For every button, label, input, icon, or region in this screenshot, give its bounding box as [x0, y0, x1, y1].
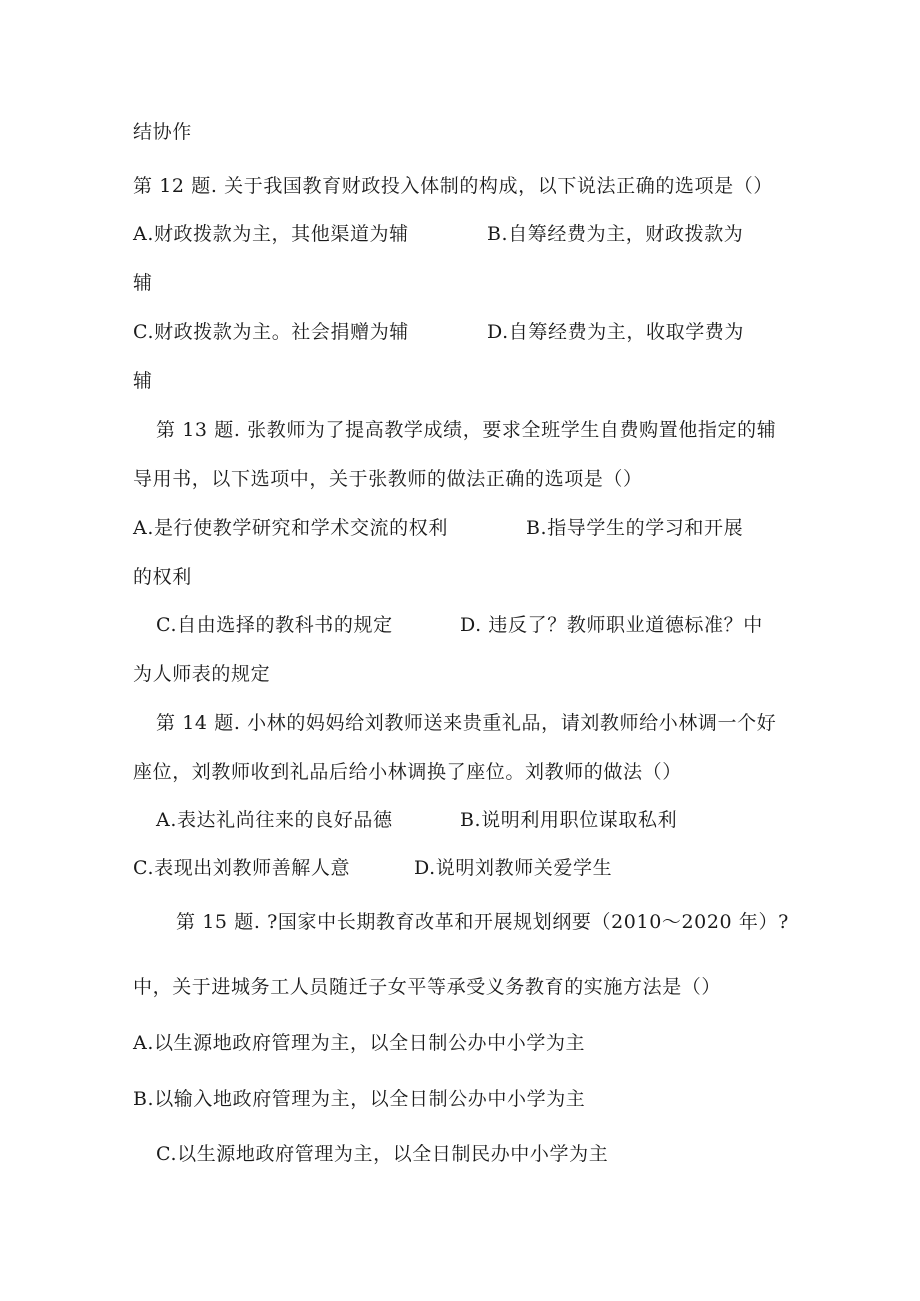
question-13-option-d: D. 违反了？教师职业道德标准？中: [460, 614, 763, 636]
question-14-option-a: A.表达礼尚往来的良好品德: [156, 809, 393, 831]
question-15-option-a: A.以生源地政府管理为主，以全日制公办中小学为主: [133, 1032, 586, 1054]
question-13-option-b-continued: 的权利: [133, 566, 192, 588]
question-14-stem-continued: 座位，刘教师收到礼品后给小林调换了座位。刘教师的做法（）: [133, 761, 682, 783]
question-12-option-b-continued: 辅: [133, 272, 153, 294]
question-12-option-d-continued: 辅: [133, 370, 153, 392]
question-14-option-c: C.表现出刘教师善解人意: [133, 857, 351, 879]
question-12-option-c: C.财政拨款为主。社会捐赠为辅: [133, 321, 409, 343]
question-13-option-a: A.是行使教学研究和学术交流的权利: [133, 517, 448, 539]
question-12-option-d: D.自筹经费为主，收取学费为: [487, 321, 744, 343]
question-14-option-b: B.说明利用职位谋取私利: [460, 809, 678, 831]
continuation-text: 结协作: [133, 121, 192, 143]
question-13-stem-continued: 导用书，以下选项中，关于张教师的做法正确的选项是（）: [133, 468, 643, 490]
question-14-option-d: D.说明刘教师关爱学生: [414, 857, 613, 879]
question-13-option-b: B.指导学生的学习和开展: [526, 517, 744, 539]
question-15-stem-continued: 中，关于进城务工人员随迁子女平等承受义务教育的实施方法是（）: [133, 976, 722, 998]
question-15-stem: 第 15 题. ?国家中长期教育改革和开展规划纲要（2010～2020 年）?: [176, 911, 789, 933]
question-14-stem: 第 14 题. 小林的妈妈给刘教师送来贵重礼品，请刘教师给小林调一个好: [156, 712, 777, 734]
question-15-option-c: C.以生源地政府管理为主，以全日制民办中小学为主: [156, 1143, 609, 1165]
question-15-option-b: B.以输入地政府管理为主，以全日制公办中小学为主: [133, 1088, 586, 1110]
question-13-stem: 第 13 题. 张教师为了提高教学成绩，要求全班学生自费购置他指定的辅: [156, 419, 777, 441]
question-12-option-a: A.财政拨款为主，其他渠道为辅: [133, 223, 409, 245]
question-12-stem: 第 12 题. 关于我国教育财政投入体制的构成，以下说法正确的选项是（）: [133, 175, 773, 197]
question-12-option-b: B.自筹经费为主，财政拨款为: [487, 223, 744, 245]
question-13-option-c: C.自由选择的教科书的规定: [156, 614, 393, 636]
question-13-option-d-continued: 为人师表的规定: [133, 663, 271, 685]
